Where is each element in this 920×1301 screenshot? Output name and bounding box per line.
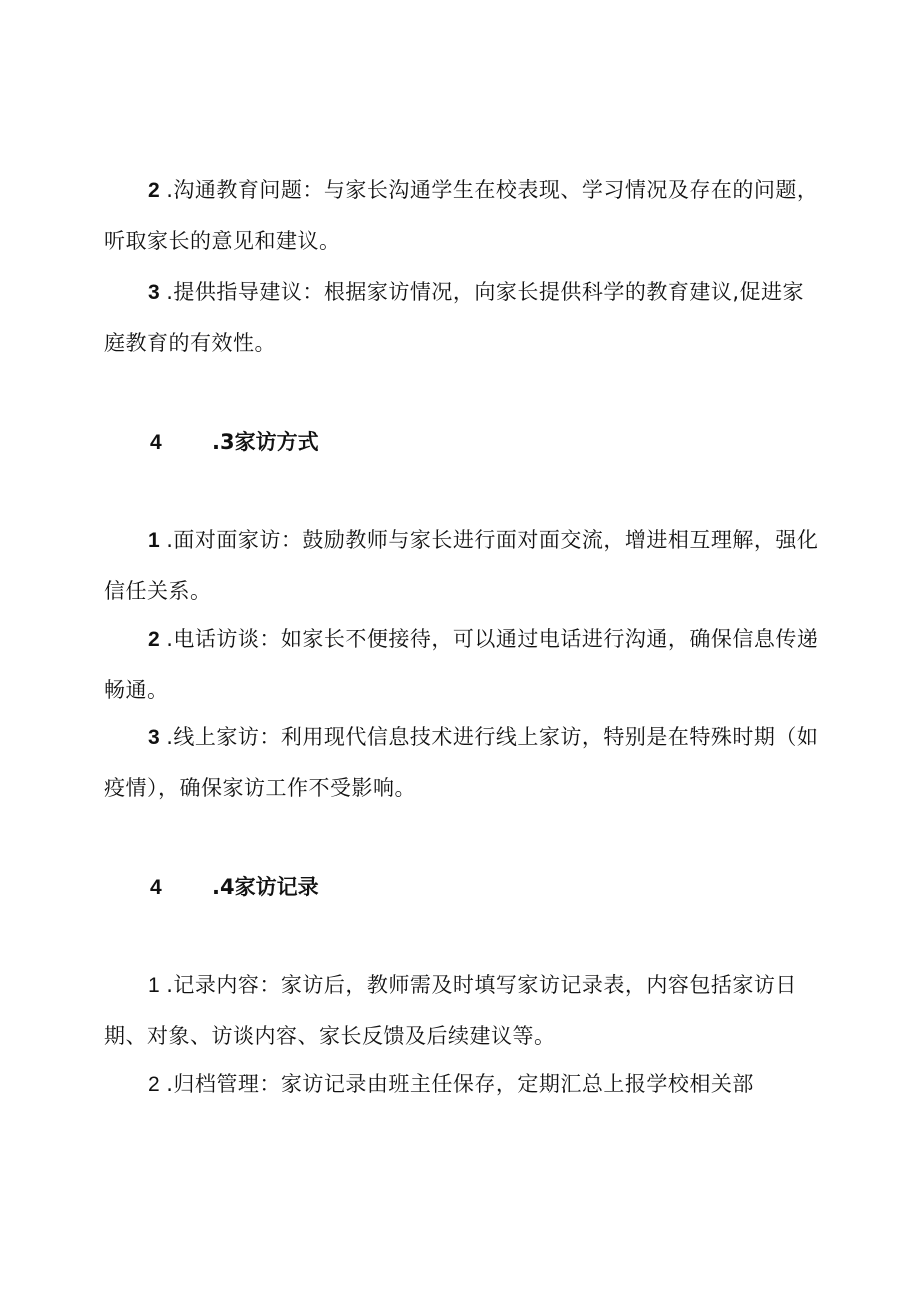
list-item — [104, 1059, 820, 1110]
item-number: 1 — [148, 974, 161, 997]
item-text: .电话访谈：如家长不便接待，可以通过电话进行沟通，确保信息传递畅通。 — [104, 627, 819, 702]
item-number: 2 — [148, 1073, 161, 1096]
list-item — [104, 712, 820, 814]
heading-text: .4家访记录 — [212, 875, 319, 899]
list-item — [104, 267, 820, 369]
item-text: .沟通教育问题：与家长沟通学生在校表现、学习情况及存在的问题，听取家长的意见和建议。 — [104, 178, 819, 253]
item-number: 2 — [148, 628, 161, 651]
item-number: 3 — [148, 726, 161, 749]
section-heading-4 — [150, 872, 319, 903]
item-text: .归档管理：家访记录由班主任保存，定期汇总上报学校相关部 — [166, 1072, 754, 1096]
item-number: 1 — [148, 529, 161, 552]
heading-number: 4 — [150, 431, 162, 454]
item-text: .记录内容：家访后，教师需及时填写家访记录表，内容包括家访日期、对象、访谈内容、家长反馈及后续建议等。 — [104, 973, 797, 1048]
item-text: .线上家访：利用现代信息技术进行线上家访，特别是在特殊时期（如疫情），确保家访工作不受影响。 — [104, 725, 819, 800]
section-heading-3 — [150, 427, 319, 458]
heading-text: .3家访方式 — [212, 430, 319, 454]
item-number: 2 — [148, 179, 161, 202]
list-item — [104, 614, 820, 716]
list-item — [104, 165, 820, 267]
list-item — [104, 960, 820, 1062]
item-number: 3 — [148, 281, 161, 304]
heading-number: 4 — [150, 876, 162, 899]
item-text: .面对面家访：鼓励教师与家长进行面对面交流，增进相互理解，强化信任关系。 — [104, 528, 819, 603]
item-text: .提供指导建议：根据家访情况，向家长提供科学的教育建议,促进家庭教育的有效性。 — [104, 280, 805, 355]
list-item — [104, 515, 820, 617]
